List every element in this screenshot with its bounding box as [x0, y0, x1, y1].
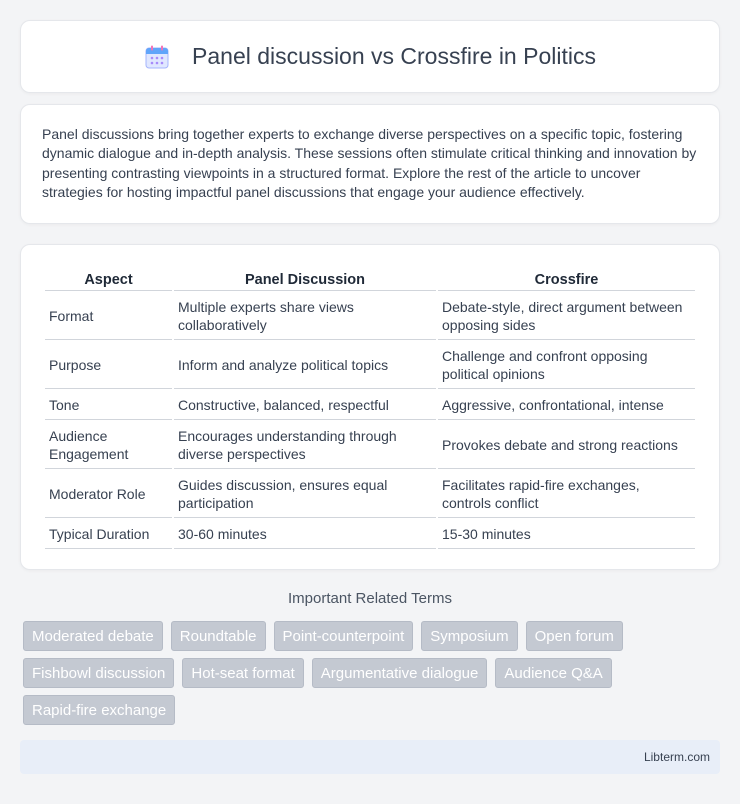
cell-panel: Multiple experts share views collaboratively	[174, 293, 436, 340]
intro-card	[20, 104, 720, 224]
cell-crossfire: Challenge and confront opposing political opinions	[438, 342, 695, 389]
cell-crossfire: Provokes debate and strong reactions	[438, 422, 695, 469]
table-row	[45, 520, 695, 549]
comparison-table	[43, 265, 697, 551]
page-title: Panel discussion vs Crossfire in Politics	[192, 43, 596, 69]
tag-fishbowl-discussion[interactable]: Fishbowl discussion	[23, 658, 174, 688]
table-row	[45, 422, 695, 469]
cell-crossfire: Aggressive, confrontational, intense	[438, 391, 695, 420]
related-terms-title: Important Related Terms	[288, 590, 452, 607]
tag-open-forum[interactable]: Open forum	[526, 621, 623, 651]
cell-aspect: Audience Engagement	[45, 422, 172, 469]
tag-roundtable[interactable]: Roundtable	[171, 621, 266, 651]
table-header-row	[45, 267, 695, 291]
table-row	[45, 391, 695, 420]
cell-aspect: Tone	[45, 391, 172, 420]
cell-crossfire: 15-30 minutes	[438, 520, 695, 549]
tag-symposium[interactable]: Symposium	[421, 621, 517, 651]
footer-site-link[interactable]: Libterm.com	[643, 750, 710, 764]
tag-argumentative-dialogue[interactable]: Argumentative dialogue	[312, 658, 488, 688]
cell-aspect: Format	[45, 293, 172, 340]
table-row	[45, 471, 695, 518]
header-aspect: Aspect	[45, 267, 172, 291]
table-row	[45, 293, 695, 340]
intro-text: Panel discussions bring together experts to exchange diverse perspectives on a specific topic, fostering dynamic dialogue and in-depth analysis. These sessions often stimulate critical thinking and innovation by presenting contrasting viewpoints in a structured format. Explore the rest of the article to uncover strategies for hosting impactful panel discussions that engage your audience effectively.	[42, 126, 697, 200]
table-row	[45, 342, 695, 389]
header-crossfire: Crossfire	[438, 267, 695, 291]
tag-moderated-debate[interactable]: Moderated debate	[23, 621, 163, 651]
cell-crossfire: Facilitates rapid-fire exchanges, controls conflict	[438, 471, 695, 518]
related-tags	[20, 621, 720, 725]
cell-panel: Guides discussion, ensures equal participation	[174, 471, 436, 518]
tag-audience-qa[interactable]: Audience Q&A	[495, 658, 611, 688]
cell-aspect: Typical Duration	[45, 520, 172, 549]
comparison-card	[20, 244, 720, 570]
cell-panel: 30-60 minutes	[174, 520, 436, 549]
tag-hot-seat-format[interactable]: Hot-seat format	[182, 658, 303, 688]
cell-aspect: Purpose	[45, 342, 172, 389]
cell-crossfire: Debate-style, direct argument between opposing sides	[438, 293, 695, 340]
cell-panel: Constructive, balanced, respectful	[174, 391, 436, 420]
tag-point-counterpoint[interactable]: Point-counterpoint	[274, 621, 414, 651]
cell-panel: Encourages understanding through diverse perspectives	[174, 422, 436, 469]
cell-panel: Inform and analyze political topics	[174, 342, 436, 389]
related-terms-section	[20, 590, 720, 725]
calendar-icon	[144, 44, 170, 70]
header-panel-discussion: Panel Discussion	[174, 267, 436, 291]
tag-rapid-fire-exchange[interactable]: Rapid-fire exchange	[23, 695, 175, 725]
cell-aspect: Moderator Role	[45, 471, 172, 518]
footer	[20, 740, 720, 774]
header-card	[20, 20, 720, 93]
